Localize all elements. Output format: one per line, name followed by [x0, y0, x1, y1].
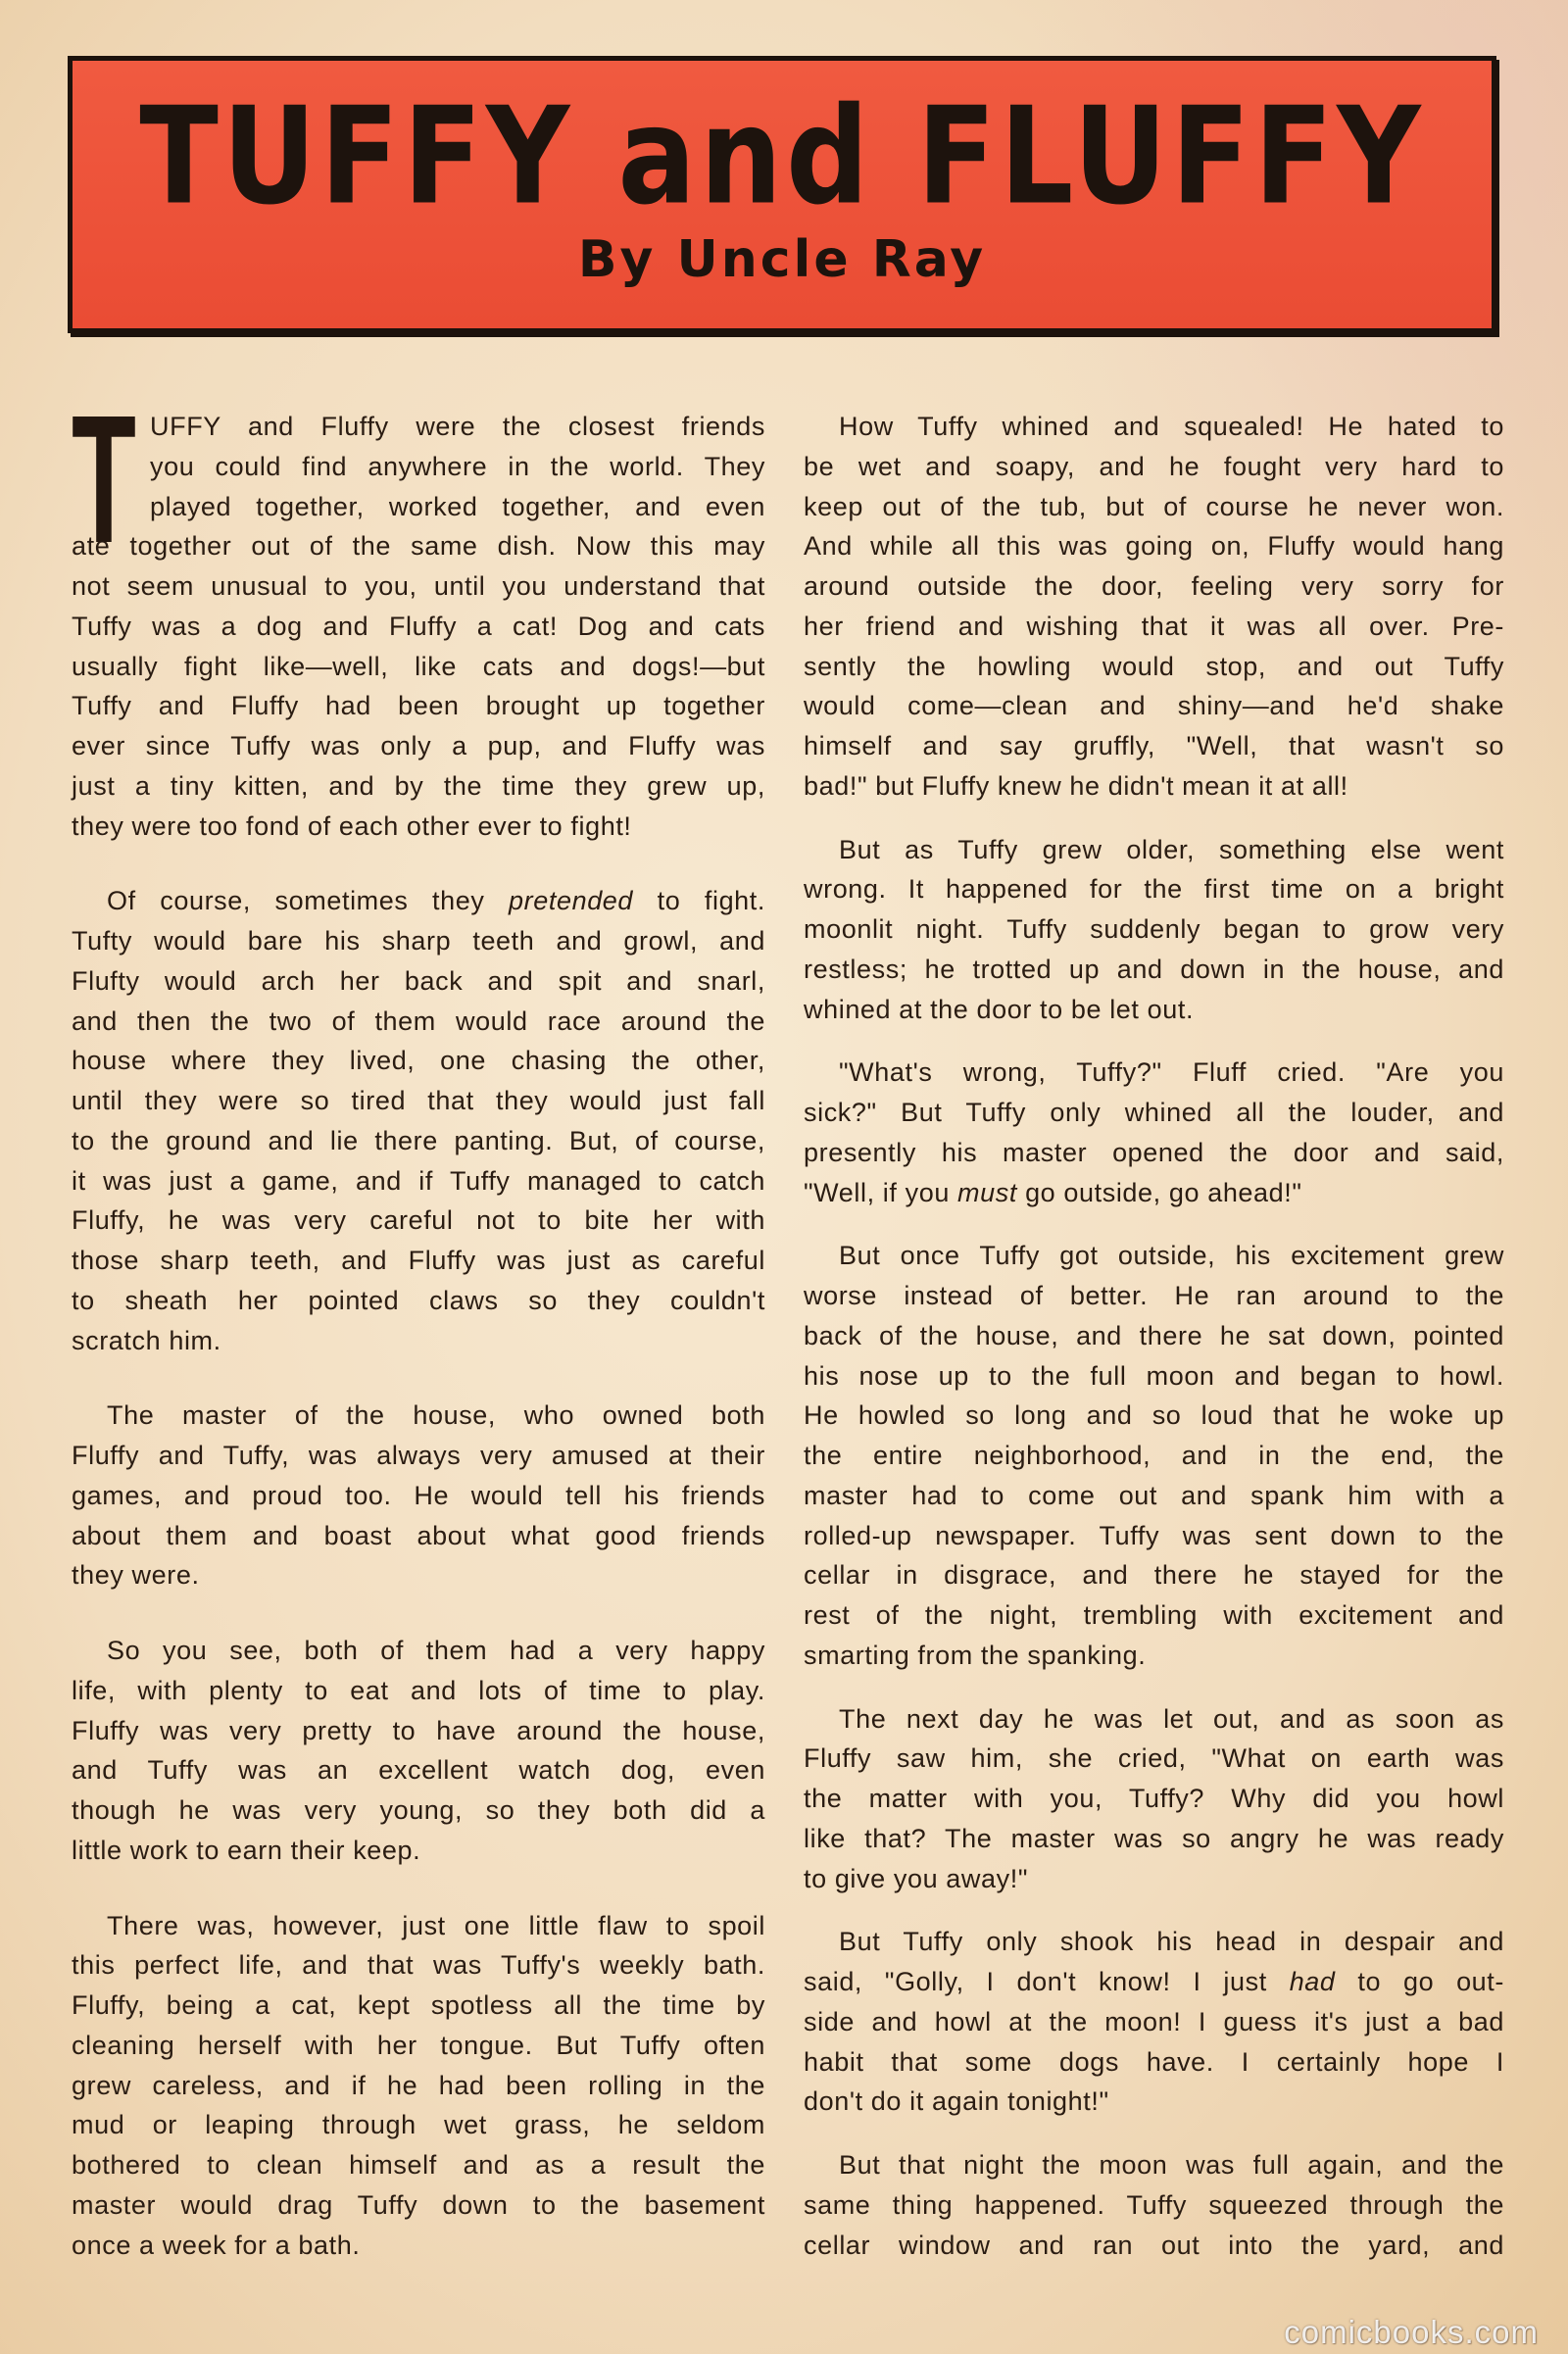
text-line: around outside the door, feeling very sorry for: [804, 571, 1504, 601]
text-line: grew careless, and if he had been rolling in the: [72, 2070, 765, 2100]
title-banner: [68, 56, 1496, 333]
text-line: Fluffy, being a cat, kept spotless all the time by: [72, 1990, 765, 2020]
text-line: [804, 1173, 1504, 1213]
paragraph: [72, 1631, 765, 1871]
text-line: and Tuffy was an excellent watch dog, even: [72, 1755, 765, 1786]
text-line: [804, 1962, 1504, 2002]
text-line: habit that some dogs have. I certainly hope I: [804, 2046, 1504, 2077]
text-segment: said, "Golly, I don't know! I just: [804, 1967, 1290, 1996]
text-line: like that? The master was so angry he was ready: [804, 1823, 1504, 1853]
paragraph: [804, 2145, 1504, 2265]
text-line: to the ground and lie there panting. But, of course,: [72, 1125, 765, 1155]
paragraph: [804, 830, 1504, 1030]
text-line: worse instead of better. He ran around to the: [804, 1281, 1504, 1310]
text-line: just a tiny kitten, and by the time they grew up,: [72, 770, 765, 801]
text-line: though he was very young, so they both did a: [72, 1795, 765, 1825]
text-line: moonlit night. Tuffy suddenly began to grow very: [804, 914, 1504, 944]
text-line: mud or leaping through wet grass, he seldom: [72, 2110, 765, 2140]
text-line: not seem unusual to you, until you understand that: [72, 571, 765, 601]
paragraph: [804, 407, 1504, 807]
text-line: He howled so long and so loud that he woke up: [804, 1400, 1504, 1431]
text-line: UFFY and Fluffy were the closest friends: [150, 412, 765, 441]
text-line: little work to earn their keep.: [72, 1835, 421, 1865]
emphasized-word: must: [957, 1177, 1017, 1207]
text-line: There was, however, just one little flaw to spoil: [107, 1910, 765, 1940]
text-line: back of the house, and there he sat down, pointed: [804, 1320, 1504, 1350]
text-line: Tuffy was a dog and Fluffy a cat! Dog and cats: [72, 611, 765, 641]
text-line: How Tuffy whined and squealed! He hated to: [839, 412, 1504, 441]
drop-cap: T: [72, 378, 136, 581]
text-line: you could find anywhere in the world. They: [150, 451, 765, 481]
text-line: bad!" but Fluffy knew he didn't mean it at all!: [804, 770, 1348, 801]
text-line: games, and proud too. He would tell his friends: [72, 1480, 765, 1510]
text-line: cellar window and ran out into the yard, and: [804, 2230, 1504, 2260]
text-line: life, with plenty to eat and lots of time to play.: [72, 1675, 765, 1705]
byline: By Uncle Ray: [577, 230, 987, 289]
text-line: the matter with you, Tuffy? Why did you howl: [804, 1784, 1504, 1813]
text-line: master had to come out and spank him with a: [804, 1480, 1504, 1510]
text-line: same thing happened. Tuffy squeezed through the: [804, 2189, 1504, 2220]
text-line: ever since Tuffy was only a pup, and Fluffy was: [72, 731, 765, 760]
emphasized-word: pretended: [509, 886, 634, 916]
paragraph: [72, 1396, 765, 1595]
story-title: TUFFY and FLUFFY: [139, 76, 1425, 235]
text-line: bothered to clean himself and as a result the: [72, 2150, 765, 2180]
text-line: himself and say gruffly, "Well, that wasn't so: [804, 731, 1504, 760]
text-line: about them and boast about what good friends: [72, 1520, 765, 1550]
text-line: Fluffy, he was very careful not to bite her with: [72, 1205, 765, 1236]
text-line: The master of the house, who owned both: [107, 1400, 765, 1431]
text-line: sently the howling would stop, and out Tuffy: [804, 651, 1504, 681]
text-line: But once Tuffy got outside, his excitement grew: [839, 1241, 1504, 1271]
paragraph: [72, 881, 765, 1360]
paragraph: [804, 1053, 1504, 1212]
left-text-column: [72, 378, 766, 2300]
text-line: sick?" But Tuffy only whined all the louder, and: [804, 1098, 1504, 1127]
text-line: smarting from the spanking.: [804, 1640, 1147, 1670]
text-line: this perfect life, and that was Tuffy's weekly bath.: [72, 1950, 765, 1981]
text-segment: to fight.: [633, 886, 766, 916]
text-line: be wet and soapy, and he fought very hard to: [804, 451, 1504, 481]
text-segment: "Well, if you: [804, 1177, 958, 1207]
text-line: they were.: [72, 1560, 200, 1591]
text-line: And while all this was going on, Fluffy would hang: [804, 531, 1504, 562]
text-line: But that night the moon was full again, and the: [839, 2150, 1504, 2180]
text-line: So you see, both of them had a very happy: [107, 1636, 765, 1665]
text-line: ate together out of the same dish. Now this may: [72, 531, 765, 562]
text-line: The next day he was let out, and as soon as: [839, 1703, 1504, 1734]
text-line: his nose up to the full moon and began to howl.: [804, 1360, 1504, 1391]
watermark: comicbooks.com: [1284, 2314, 1539, 2350]
text-line: those sharp teeth, and Fluffy was just as careful: [72, 1246, 765, 1275]
text-line: it was just a game, and if Tuffy managed to catch: [72, 1165, 765, 1196]
text-line: Fluffy saw him, she cried, "What on earth was: [804, 1743, 1504, 1774]
text-line: Tufty would bare his sharp teeth and growl, and: [72, 926, 765, 956]
text-line: once a week for a bath.: [72, 2230, 361, 2260]
emphasized-word: had: [1289, 1967, 1336, 1996]
text-line: would come—clean and shiny—and he'd shake: [804, 691, 1504, 721]
text-line: scratch him.: [72, 1325, 221, 1355]
text-segment: go outside, go ahead!": [1016, 1177, 1302, 1207]
paragraph: [804, 1699, 1504, 1899]
text-line: restless; he trotted up and down in the house, and: [804, 954, 1504, 984]
text-line: keep out of the tub, but of course he never won.: [804, 491, 1504, 521]
text-line: whined at the door to be let out.: [804, 994, 1195, 1024]
text-line: master would drag Tuffy down to the basement: [72, 2189, 765, 2220]
text-line: But as Tuffy grew older, something else went: [839, 834, 1504, 864]
text-line: to sheath her pointed claws so they couldn't: [72, 1285, 765, 1315]
text-segment: Of course, sometimes they: [107, 886, 510, 916]
text-line: don't do it again tonight!": [804, 2086, 1109, 2117]
text-line: the entire neighborhood, and in the end, the: [804, 1441, 1504, 1470]
text-line: rest of the night, trembling with excitement and: [804, 1600, 1504, 1630]
text-line: But Tuffy only shook his head in despair and: [839, 1927, 1504, 1957]
text-line: and then the two of them would race around the: [72, 1005, 765, 1036]
text-line: to give you away!": [804, 1863, 1029, 1893]
text-line: side and howl at the moon! I guess it's just a bad: [804, 2006, 1504, 2036]
text-line: usually fight like—well, like cats and dogs!—but: [72, 651, 765, 681]
text-line: rolled-up newspaper. Tuffy was sent down to the: [804, 1520, 1504, 1550]
text-line: wrong. It happened for the first time on a bright: [804, 874, 1504, 905]
text-line: Fluffy and Tuffy, was always very amused at their: [72, 1441, 765, 1470]
text-line: [72, 881, 765, 921]
text-line: they were too fond of each other ever to fight!: [72, 810, 632, 841]
text-line: Tuffy and Fluffy had been brought up together: [72, 691, 765, 721]
text-line: Flufty would arch her back and spit and snarl,: [72, 965, 765, 996]
text-line: house where they lived, one chasing the other,: [72, 1046, 765, 1076]
text-line: her friend and wishing that it was all over. Pre-: [804, 611, 1504, 641]
right-text-column: [804, 407, 1504, 2288]
text-line: "What's wrong, Tuffy?" Fluff cried. "Are you: [839, 1057, 1504, 1088]
paragraph: [804, 1922, 1504, 2122]
text-line: cleaning herself with her tongue. But Tuffy often: [72, 2030, 765, 2060]
text-segment: to go out-: [1335, 1967, 1504, 1996]
text-line: cellar in disgrace, and there he stayed for the: [804, 1560, 1504, 1591]
text-line: presently his master opened the door and said,: [804, 1137, 1504, 1167]
paragraph: [72, 407, 765, 846]
paragraph: [804, 1236, 1504, 1675]
paragraph: [72, 1906, 765, 2266]
text-line: played together, worked together, and even: [150, 491, 765, 521]
text-line: until they were so tired that they would just fall: [72, 1086, 765, 1115]
text-line: Fluffy was very pretty to have around the house,: [72, 1715, 765, 1745]
